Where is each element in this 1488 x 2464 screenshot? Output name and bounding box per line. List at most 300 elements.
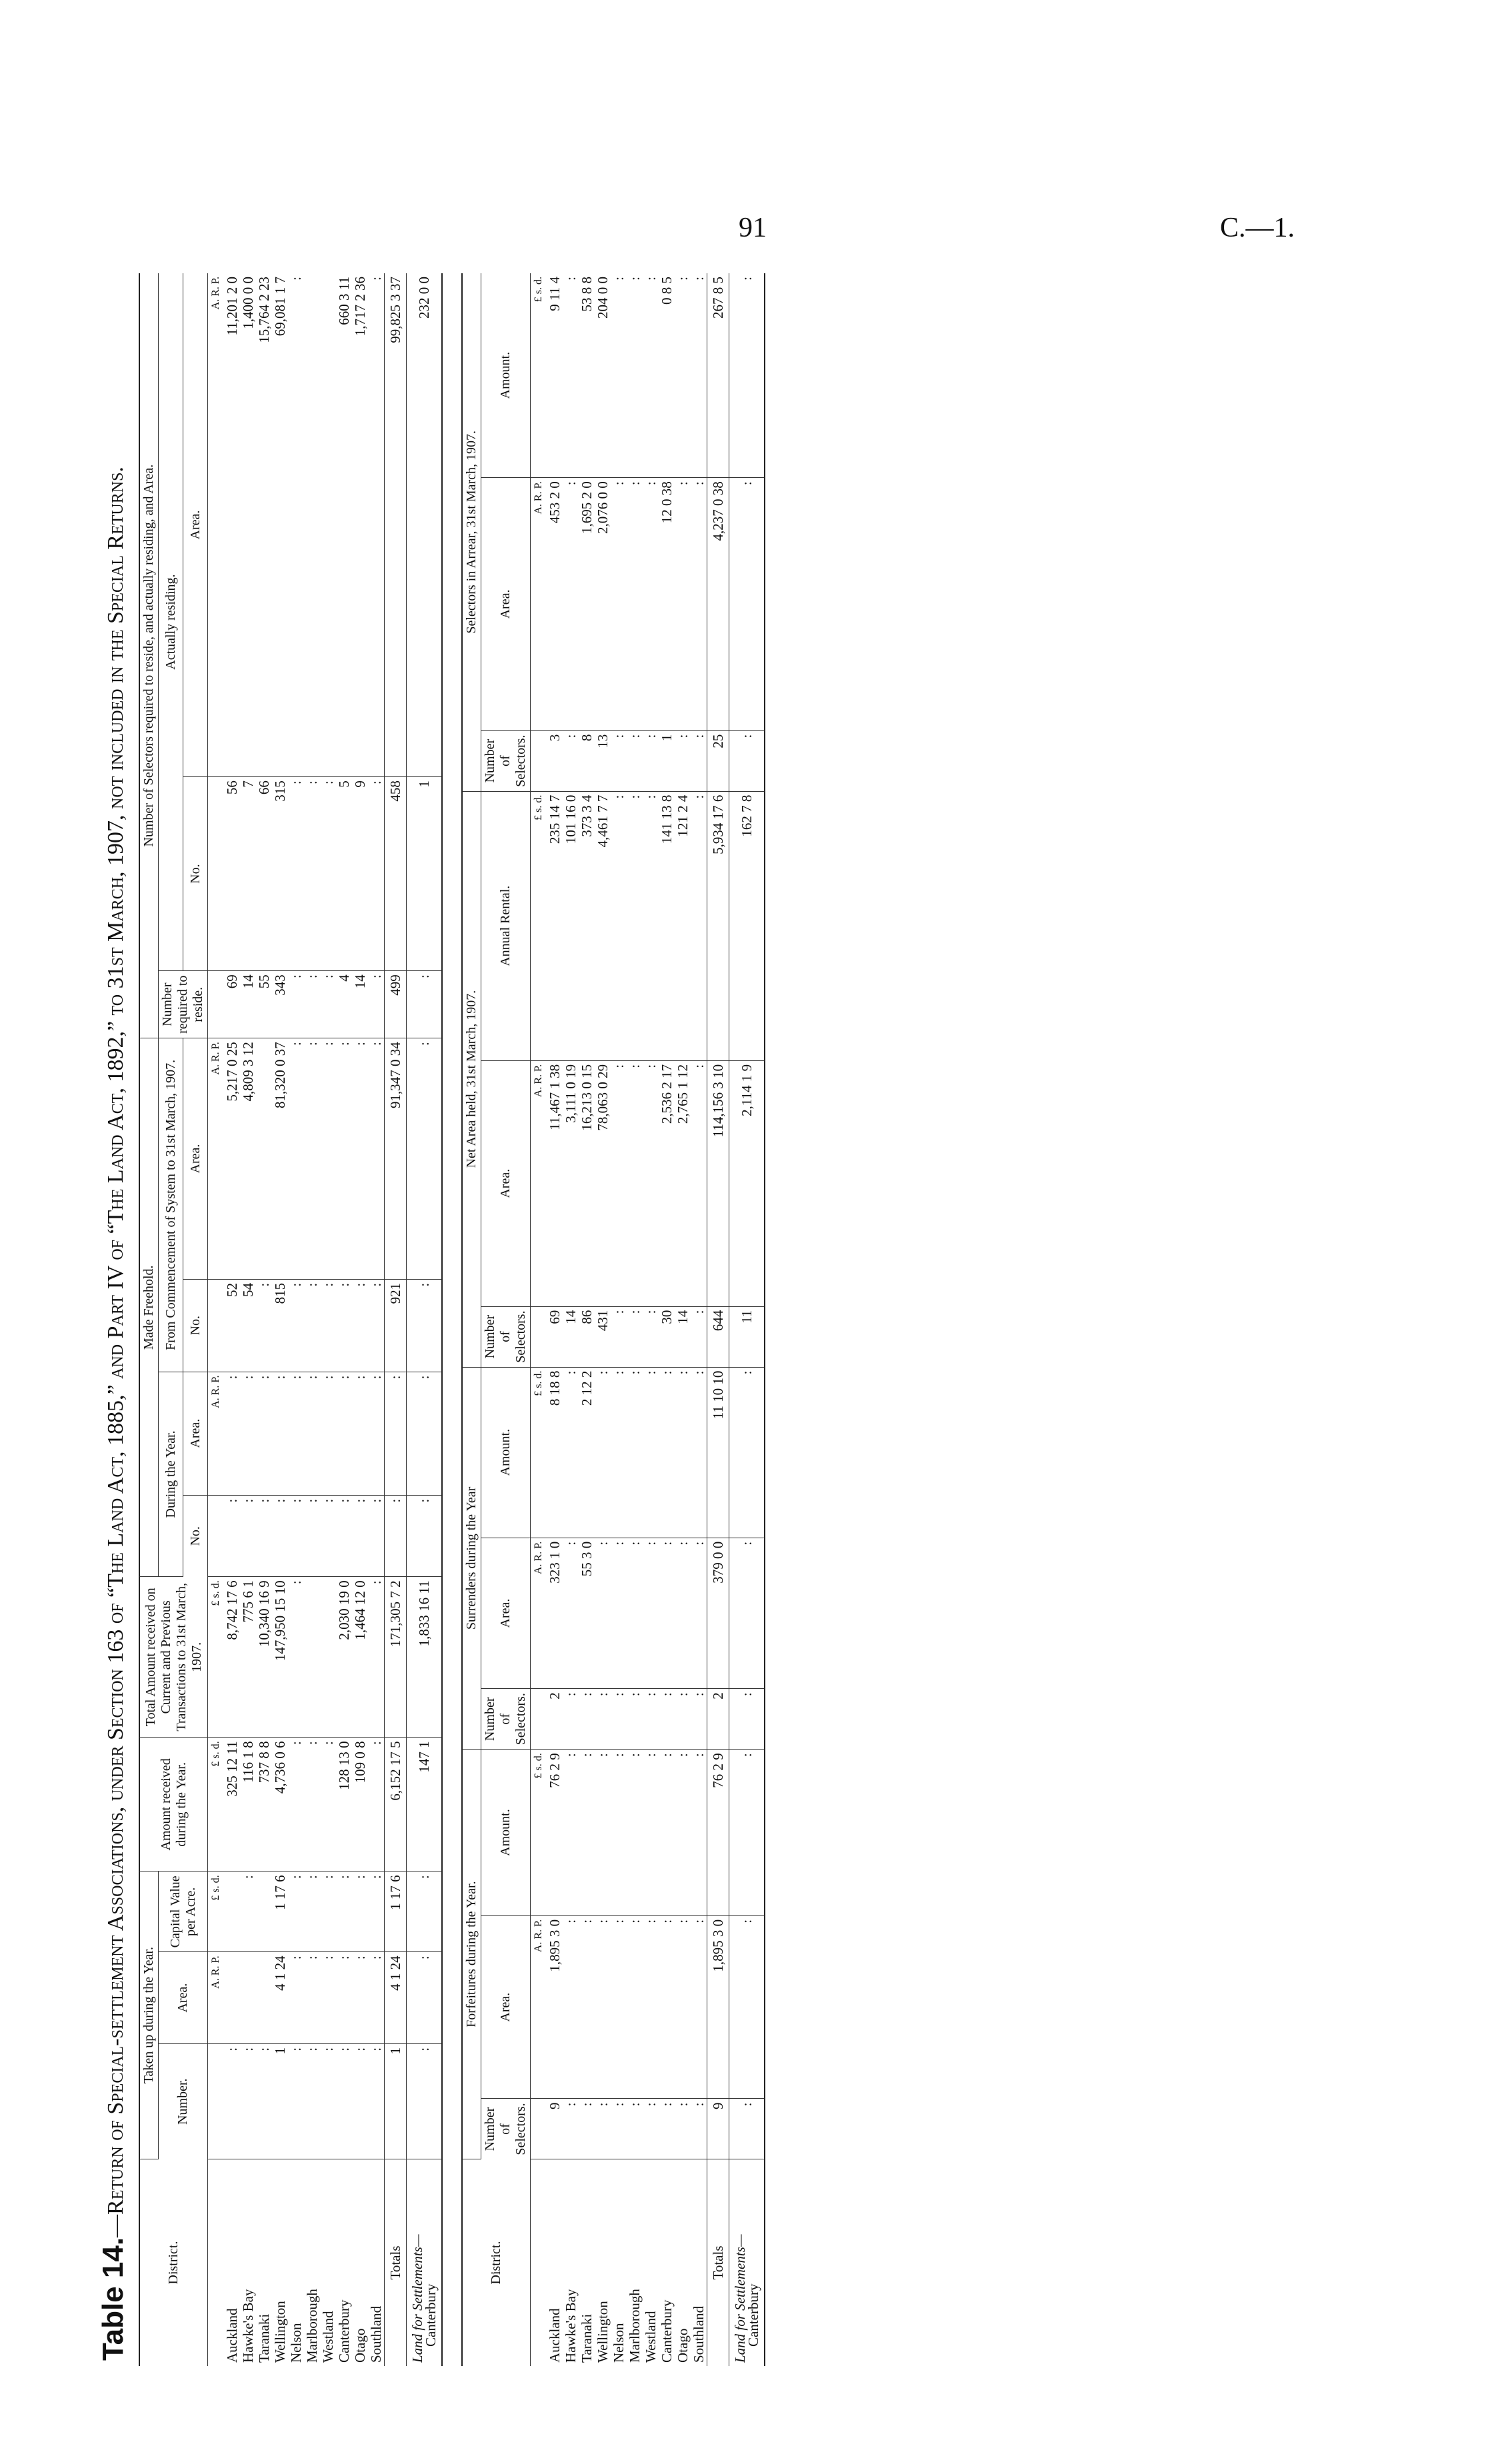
- page-number: 91: [739, 213, 767, 243]
- cell-f-area: :: [579, 1915, 595, 2099]
- cell-s-n: :: [579, 1689, 595, 1750]
- unit-money: £ s. d.: [208, 1738, 225, 1871]
- header-a-amount: Amount.: [481, 273, 531, 478]
- unit-area: A. R. P.: [208, 1038, 225, 1280]
- cell-n: 1: [272, 2043, 288, 2159]
- cell-area: :: [368, 1952, 385, 2044]
- district-cell: Hawke's Bay: [240, 2289, 256, 2363]
- cell-s-n: :: [595, 1689, 611, 1750]
- table-2: [461, 273, 765, 2366]
- cell-a-amt: 53 8 8: [579, 273, 595, 478]
- cell-f-area: :: [563, 1915, 579, 2099]
- header-res-area: Area.: [183, 273, 208, 777]
- header-capital-value: Capital Value per Acre.: [159, 1871, 208, 1952]
- cell-f-area: :: [627, 1915, 643, 2099]
- cell-n-rent: 235 14 7: [547, 791, 563, 1060]
- table-title-text: —Return of Special-settlement Associations, under Section 163 of “The Land Act, 1885,” and Part IV of “The Land Act, 1892,” to 31st March, 1907, not included in the Special Returns.: [103, 467, 128, 2237]
- cell-fy-no: :: [352, 1495, 368, 1577]
- table-row: [563, 273, 579, 2366]
- header-made-freehold: Made Freehold.: [139, 1038, 159, 1577]
- cell-n: :: [352, 2043, 368, 2159]
- header-f-amount: Amount.: [481, 1750, 531, 1916]
- cell-total: 171,305 7 2: [385, 1577, 407, 1738]
- cell-s-n: :: [563, 1689, 579, 1750]
- cell-n: :: [288, 2043, 304, 2159]
- cell-fy-no: :: [224, 1495, 240, 1577]
- cell-req: 69: [224, 971, 240, 1038]
- header-fc-area: Area.: [183, 1038, 208, 1280]
- cell-n: :: [304, 2043, 320, 2159]
- cell-cap: :: [368, 1871, 385, 1952]
- cell-n-n: :: [611, 1306, 627, 1367]
- cell-n-rent: :: [627, 791, 643, 1060]
- header-a-selectors: Number of Selectors.: [481, 730, 531, 791]
- cell-a-amt: :: [643, 273, 659, 478]
- cell-n-rent: 373 3 4: [579, 791, 595, 1060]
- unit-money: £ s. d.: [531, 791, 547, 1060]
- cell-a-n: :: [611, 730, 627, 791]
- cell-n: 1: [385, 2043, 407, 2159]
- district-cell: [407, 2159, 443, 2367]
- cell-n-area: :: [627, 1060, 643, 1306]
- district-cell: Wellington: [595, 2301, 611, 2363]
- cell-fc-no: :: [368, 1279, 385, 1372]
- cell-s-n: :: [675, 1689, 691, 1750]
- district-cell: Canterbury: [659, 2299, 675, 2363]
- unit-area: A. R. P.: [208, 273, 225, 777]
- cell-n-area: 114,156 3 10: [707, 1060, 729, 1306]
- cell-area: :: [336, 1952, 352, 2044]
- cell-f-n: :: [563, 2099, 579, 2159]
- cell-s-n: :: [627, 1689, 643, 1750]
- cell-f-area: 1,895 3 0: [707, 1915, 729, 2099]
- table-row: [643, 273, 659, 2366]
- unit-area: A. R. P.: [208, 1372, 225, 1495]
- cell-a-n: :: [675, 730, 691, 791]
- cell-n-n: :: [627, 1306, 643, 1367]
- table-1-body: [208, 273, 443, 2366]
- cell-s-area: 323 1 0: [547, 1538, 563, 1688]
- table-row: [256, 273, 272, 2366]
- cell-req: 14: [240, 971, 256, 1038]
- cell-amt: 6,152 17 5: [385, 1738, 407, 1871]
- cell-req: 55: [256, 971, 272, 1038]
- cell-n: :: [336, 2043, 352, 2159]
- cell-n-rent: 4,461 7 7: [595, 791, 611, 1060]
- cell-fy-no: :: [320, 1495, 336, 1577]
- cell-a-n: :: [691, 730, 707, 791]
- cell-a-amt: :: [563, 273, 579, 478]
- cell-s-amt: 2 12 2: [579, 1367, 595, 1538]
- cell-total: :: [288, 1577, 304, 1738]
- cell-n: :: [368, 2043, 385, 2159]
- cell-n-rent: 5,934 17 6: [707, 791, 729, 1060]
- cell-a-area: 2,076 0 0: [595, 478, 611, 730]
- cell-total: 2,030 19 0: [336, 1577, 352, 1738]
- cell-n: :: [320, 2043, 336, 2159]
- rotated-content: [97, 273, 1400, 2366]
- cell-cap: :: [240, 1871, 256, 1952]
- cell-n-n: 86: [579, 1306, 595, 1367]
- cell-total: 775 6 1: [240, 1577, 256, 1738]
- cell-total: 1,464 12 0: [352, 1577, 368, 1738]
- cell-f-area: :: [675, 1915, 691, 2099]
- cell-fc-no: :: [407, 1279, 443, 1372]
- cell-fc-no: :: [304, 1279, 320, 1372]
- cell-total: [320, 1577, 336, 1738]
- unit-area: A. R. P.: [208, 1952, 225, 2044]
- cell-n-rent: 101 16 0: [563, 791, 579, 1060]
- cell-s-amt: :: [595, 1367, 611, 1538]
- cell-fc-area: :: [304, 1038, 320, 1280]
- cell-cap: :: [407, 1871, 443, 1952]
- cell-s-amt: :: [643, 1367, 659, 1538]
- units-row: [208, 273, 225, 2366]
- cell-s-n: :: [691, 1689, 707, 1750]
- table-row: [691, 273, 707, 2366]
- cell-req: 14: [352, 971, 368, 1038]
- cell-f-amt: :: [627, 1750, 643, 1916]
- table-row: [675, 273, 691, 2366]
- header-net-area: Net Area held, 31st March, 1907.: [462, 791, 481, 1367]
- district-cell: Southland: [368, 2305, 384, 2363]
- cell-f-n: :: [579, 2099, 595, 2159]
- cell-area: :: [288, 1952, 304, 2044]
- cell-area: [240, 1952, 256, 2044]
- header-selectors-required: Number of Selectors required to reside, and actually residing, and Area.: [139, 273, 159, 1038]
- cell-n-area: :: [643, 1060, 659, 1306]
- cell-s-amt: :: [729, 1367, 765, 1538]
- cell-n-area: 2,765 1 12: [675, 1060, 691, 1306]
- cell-f-amt: :: [659, 1750, 675, 1916]
- cell-n-rent: 141 13 8: [659, 791, 675, 1060]
- cell-amt: 147 1: [407, 1738, 443, 1871]
- header-district: District.: [139, 2159, 208, 2367]
- cell-s-area: :: [595, 1538, 611, 1688]
- cell-f-amt: :: [643, 1750, 659, 1916]
- cell-res-no: :: [320, 777, 336, 971]
- cell-total: :: [368, 1577, 385, 1738]
- cell-n-area: :: [691, 1060, 707, 1306]
- cell-n-area: 16,213 0 15: [579, 1060, 595, 1306]
- cell-a-amt: 9 11 4: [547, 273, 563, 478]
- totals-row: [707, 273, 729, 2366]
- cell-s-n: :: [659, 1689, 675, 1750]
- header-arrear: Selectors in Arrear, 31st March, 1907.: [462, 273, 481, 791]
- cell-f-area: :: [595, 1915, 611, 2099]
- cell-cap: 1 17 6: [272, 1871, 288, 1952]
- totals-row: [385, 273, 407, 2366]
- cell-total: [304, 1577, 320, 1738]
- district-cell: Marlborough: [627, 2289, 643, 2363]
- header-n-selectors: Number of Selectors.: [481, 1306, 531, 1367]
- cell-total: 147,950 15 10: [272, 1577, 288, 1738]
- cell-a-amt: 204 0 0: [595, 273, 611, 478]
- cell-a-area: :: [691, 478, 707, 730]
- table-label: Table 14.: [97, 2237, 129, 2361]
- cell-area: 4 1 24: [272, 1952, 288, 2044]
- header-during-year: During the Year.: [159, 1372, 183, 1577]
- cell-res-area: 1,400 0 0: [240, 273, 256, 777]
- cell-a-area: 12 0 38: [659, 478, 675, 730]
- cell-s-amt: :: [563, 1367, 579, 1538]
- cell-res-no: :: [288, 777, 304, 971]
- cell-s-amt: :: [659, 1367, 675, 1538]
- cell-a-n: 25: [707, 730, 729, 791]
- cell-s-n: :: [611, 1689, 627, 1750]
- cell-f-n: :: [729, 2099, 765, 2159]
- cell-req: :: [407, 971, 443, 1038]
- cell-amt: :: [304, 1738, 320, 1871]
- land-for-settlements-row: [407, 273, 443, 2366]
- cell-a-n: :: [627, 730, 643, 791]
- header-fc-no: No.: [183, 1279, 208, 1372]
- cell-s-area: :: [563, 1538, 579, 1688]
- cell-req: 499: [385, 971, 407, 1038]
- cell-res-no: :: [368, 777, 385, 971]
- table-row: [547, 273, 563, 2366]
- cell-n-rent: 121 2 4: [675, 791, 691, 1060]
- cell-a-area: :: [563, 478, 579, 730]
- cell-res-area: 99,825 3 37: [385, 273, 407, 777]
- cell-n-rent: :: [643, 791, 659, 1060]
- header-a-area: Area.: [481, 478, 531, 730]
- district-cell: Hawke's Bay: [563, 2289, 579, 2363]
- cell-f-amt: :: [595, 1750, 611, 1916]
- unit-area: A. R. P.: [531, 478, 547, 730]
- cell-f-n: :: [659, 2099, 675, 2159]
- cell-s-area: :: [729, 1538, 765, 1688]
- cell-area: 4 1 24: [385, 1952, 407, 2044]
- cell-fc-area: :: [368, 1038, 385, 1280]
- unit-money: £ s. d.: [531, 273, 547, 478]
- district-cell: Otago: [675, 2328, 691, 2363]
- cell-fy-area: :: [336, 1372, 352, 1495]
- cell-res-area: 15,764 2 23: [256, 273, 272, 777]
- cell-res-no: 56: [224, 777, 240, 971]
- cell-area: :: [304, 1952, 320, 2044]
- section-label: Land for Settlements—: [732, 2234, 748, 2363]
- cell-a-area: 1,695 2 0: [579, 478, 595, 730]
- district-cell: [729, 2159, 765, 2367]
- cell-n-n: 14: [675, 1306, 691, 1367]
- cell-f-amt: :: [729, 1750, 765, 1916]
- cell-a-amt: 267 8 5: [707, 273, 729, 478]
- cell-fc-no: :: [352, 1279, 368, 1372]
- district-name: Canterbury: [745, 2283, 761, 2347]
- cell-s-area: :: [627, 1538, 643, 1688]
- cell-fc-area: [256, 1038, 272, 1280]
- cell-a-amt: :: [729, 273, 765, 478]
- header-area: Area.: [159, 1952, 208, 2044]
- cell-s-area: :: [659, 1538, 675, 1688]
- cell-s-area: 55 3 0: [579, 1538, 595, 1688]
- cell-fy-no: :: [304, 1495, 320, 1577]
- cell-a-area: :: [729, 478, 765, 730]
- units-row: [531, 273, 547, 2366]
- cell-n-rent: :: [691, 791, 707, 1060]
- cell-a-area: :: [675, 478, 691, 730]
- cell-area: [256, 1952, 272, 2044]
- cell-amt: :: [320, 1738, 336, 1871]
- cell-fc-area: 5,217 0 25: [224, 1038, 240, 1280]
- cell-fc-area: :: [407, 1038, 443, 1280]
- header-s-selectors: Number of Selectors.: [481, 1689, 531, 1750]
- district-cell: Nelson: [611, 2323, 627, 2363]
- cell-total: 8,742 17 6: [224, 1577, 240, 1738]
- cell-res-area: 69,081 1 7: [272, 273, 288, 777]
- cell-a-amt: :: [675, 273, 691, 478]
- cell-n-area: :: [611, 1060, 627, 1306]
- cell-fy-area: :: [407, 1372, 443, 1495]
- cell-amt: 128 13 0: [336, 1738, 352, 1871]
- cell-fc-no: 54: [240, 1279, 256, 1372]
- header-amount-received: Amount received during the Year.: [139, 1738, 208, 1871]
- cell-fy-no: :: [256, 1495, 272, 1577]
- cell-f-area: :: [729, 1915, 765, 2099]
- cell-n-n: 69: [547, 1306, 563, 1367]
- cell-amt: :: [288, 1738, 304, 1871]
- cell-fy-no: :: [368, 1495, 385, 1577]
- land-for-settlements-row: [729, 273, 765, 2366]
- cell-s-n: :: [643, 1689, 659, 1750]
- cell-fc-area: 81,320 0 37: [272, 1038, 288, 1280]
- table-row: [240, 273, 256, 2366]
- cell-s-n: :: [729, 1689, 765, 1750]
- district-cell: Westland: [643, 2311, 659, 2363]
- cell-res-no: :: [304, 777, 320, 971]
- cell-n-area: 3,111 0 19: [563, 1060, 579, 1306]
- cell-a-n: :: [729, 730, 765, 791]
- cell-n-n: 11: [729, 1306, 765, 1367]
- cell-req: :: [304, 971, 320, 1038]
- district-cell: Otago: [352, 2328, 368, 2363]
- cell-fy-no: :: [336, 1495, 352, 1577]
- cell-f-area: :: [659, 1915, 675, 2099]
- cell-res-area: [320, 273, 336, 777]
- unit-money: £ s. d.: [531, 1367, 547, 1538]
- cell-f-n: :: [643, 2099, 659, 2159]
- cell-fy-area: :: [368, 1372, 385, 1495]
- cell-f-n: :: [595, 2099, 611, 2159]
- cell-req: 343: [272, 971, 288, 1038]
- cell-s-amt: 8 18 8: [547, 1367, 563, 1538]
- header-fy-area: Area.: [183, 1372, 208, 1495]
- cell-cap: :: [336, 1871, 352, 1952]
- table-row: [288, 273, 304, 2366]
- cell-f-area: :: [643, 1915, 659, 2099]
- cell-area: [224, 1952, 240, 2044]
- cell-cap: :: [352, 1871, 368, 1952]
- cell-res-no: 5: [336, 777, 352, 971]
- cell-a-n: :: [563, 730, 579, 791]
- cell-res-area: :: [288, 273, 304, 777]
- cell-fc-area: 91,347 0 34: [385, 1038, 407, 1280]
- cell-fy-area: :: [385, 1372, 407, 1495]
- district-cell: Totals: [385, 2159, 407, 2367]
- cell-fc-no: :: [320, 1279, 336, 1372]
- district-cell: Taranaki: [256, 2313, 272, 2363]
- cell-res-area: 660 3 11: [336, 273, 352, 777]
- cell-area: :: [407, 1952, 443, 2044]
- table-row: [611, 273, 627, 2366]
- district-cell: Nelson: [288, 2323, 304, 2363]
- district-cell: Taranaki: [579, 2313, 595, 2363]
- cell-n: :: [224, 2043, 240, 2159]
- cell-s-amt: 11 10 10: [707, 1367, 729, 1538]
- cell-a-area: 4,237 0 38: [707, 478, 729, 730]
- cell-s-area: :: [611, 1538, 627, 1688]
- cell-fy-area: :: [352, 1372, 368, 1495]
- cell-f-amt: :: [611, 1750, 627, 1916]
- cell-s-n: 2: [707, 1689, 729, 1750]
- cell-res-area: 232 0 0: [407, 273, 443, 777]
- cell-req: 4: [336, 971, 352, 1038]
- table-row: [659, 273, 675, 2366]
- cell-s-n: 2: [547, 1689, 563, 1750]
- table-row: [595, 273, 611, 2366]
- cell-res-no: 66: [256, 777, 272, 971]
- table-row: [368, 273, 385, 2366]
- cell-fy-area: :: [320, 1372, 336, 1495]
- cell-n-area: 2,114 1 9: [729, 1060, 765, 1306]
- cell-res-area: 1,717 2 36: [352, 273, 368, 777]
- cell-a-area: :: [643, 478, 659, 730]
- table-row: [336, 273, 352, 2366]
- cell-fy-no: :: [288, 1495, 304, 1577]
- header-n-area: Area.: [481, 1060, 531, 1306]
- cell-fy-area: :: [272, 1372, 288, 1495]
- cell-s-amt: :: [675, 1367, 691, 1538]
- cell-total: 1,833 16 11: [407, 1577, 443, 1738]
- cell-fy-area: :: [240, 1372, 256, 1495]
- cell-a-n: 3: [547, 730, 563, 791]
- cell-a-amt: :: [627, 273, 643, 478]
- district-cell: Wellington: [272, 2301, 288, 2363]
- cell-req: :: [368, 971, 385, 1038]
- cell-cap: :: [288, 1871, 304, 1952]
- district-cell: Marlborough: [304, 2289, 320, 2363]
- header-total-amount: Total Amount received on Current and Previous Transactions to 31st March, 1907.: [139, 1577, 208, 1738]
- district-cell: Westland: [320, 2311, 336, 2363]
- cell-fc-no: 921: [385, 1279, 407, 1372]
- unit-money: £ s. d.: [208, 1871, 225, 1952]
- cell-a-amt: :: [611, 273, 627, 478]
- cell-f-amt: :: [675, 1750, 691, 1916]
- cell-cap: [224, 1871, 240, 1952]
- table-row: [320, 273, 336, 2366]
- unit-money: £ s. d.: [208, 1577, 225, 1738]
- cell-f-amt: :: [579, 1750, 595, 1916]
- unit-area: A. R. P.: [531, 1538, 547, 1688]
- cell-n-area: 2,536 2 17: [659, 1060, 675, 1306]
- unit-area: A. R. P.: [531, 1915, 547, 2099]
- cell-a-n: 8: [579, 730, 595, 791]
- cell-s-amt: :: [627, 1367, 643, 1538]
- cell-fy-no: :: [240, 1495, 256, 1577]
- cell-f-amt: :: [691, 1750, 707, 1916]
- cell-n: :: [256, 2043, 272, 2159]
- cell-res-area: :: [368, 273, 385, 777]
- district-cell: Southland: [691, 2305, 707, 2363]
- header-actually-residing: Actually residing.: [159, 273, 183, 971]
- cell-fy-area: :: [224, 1372, 240, 1495]
- document-reference: C.—1.: [1220, 213, 1295, 243]
- table-row: [352, 273, 368, 2366]
- cell-f-area: :: [691, 1915, 707, 2099]
- cell-res-no: 1: [407, 777, 443, 971]
- table-2-body: [531, 273, 765, 2366]
